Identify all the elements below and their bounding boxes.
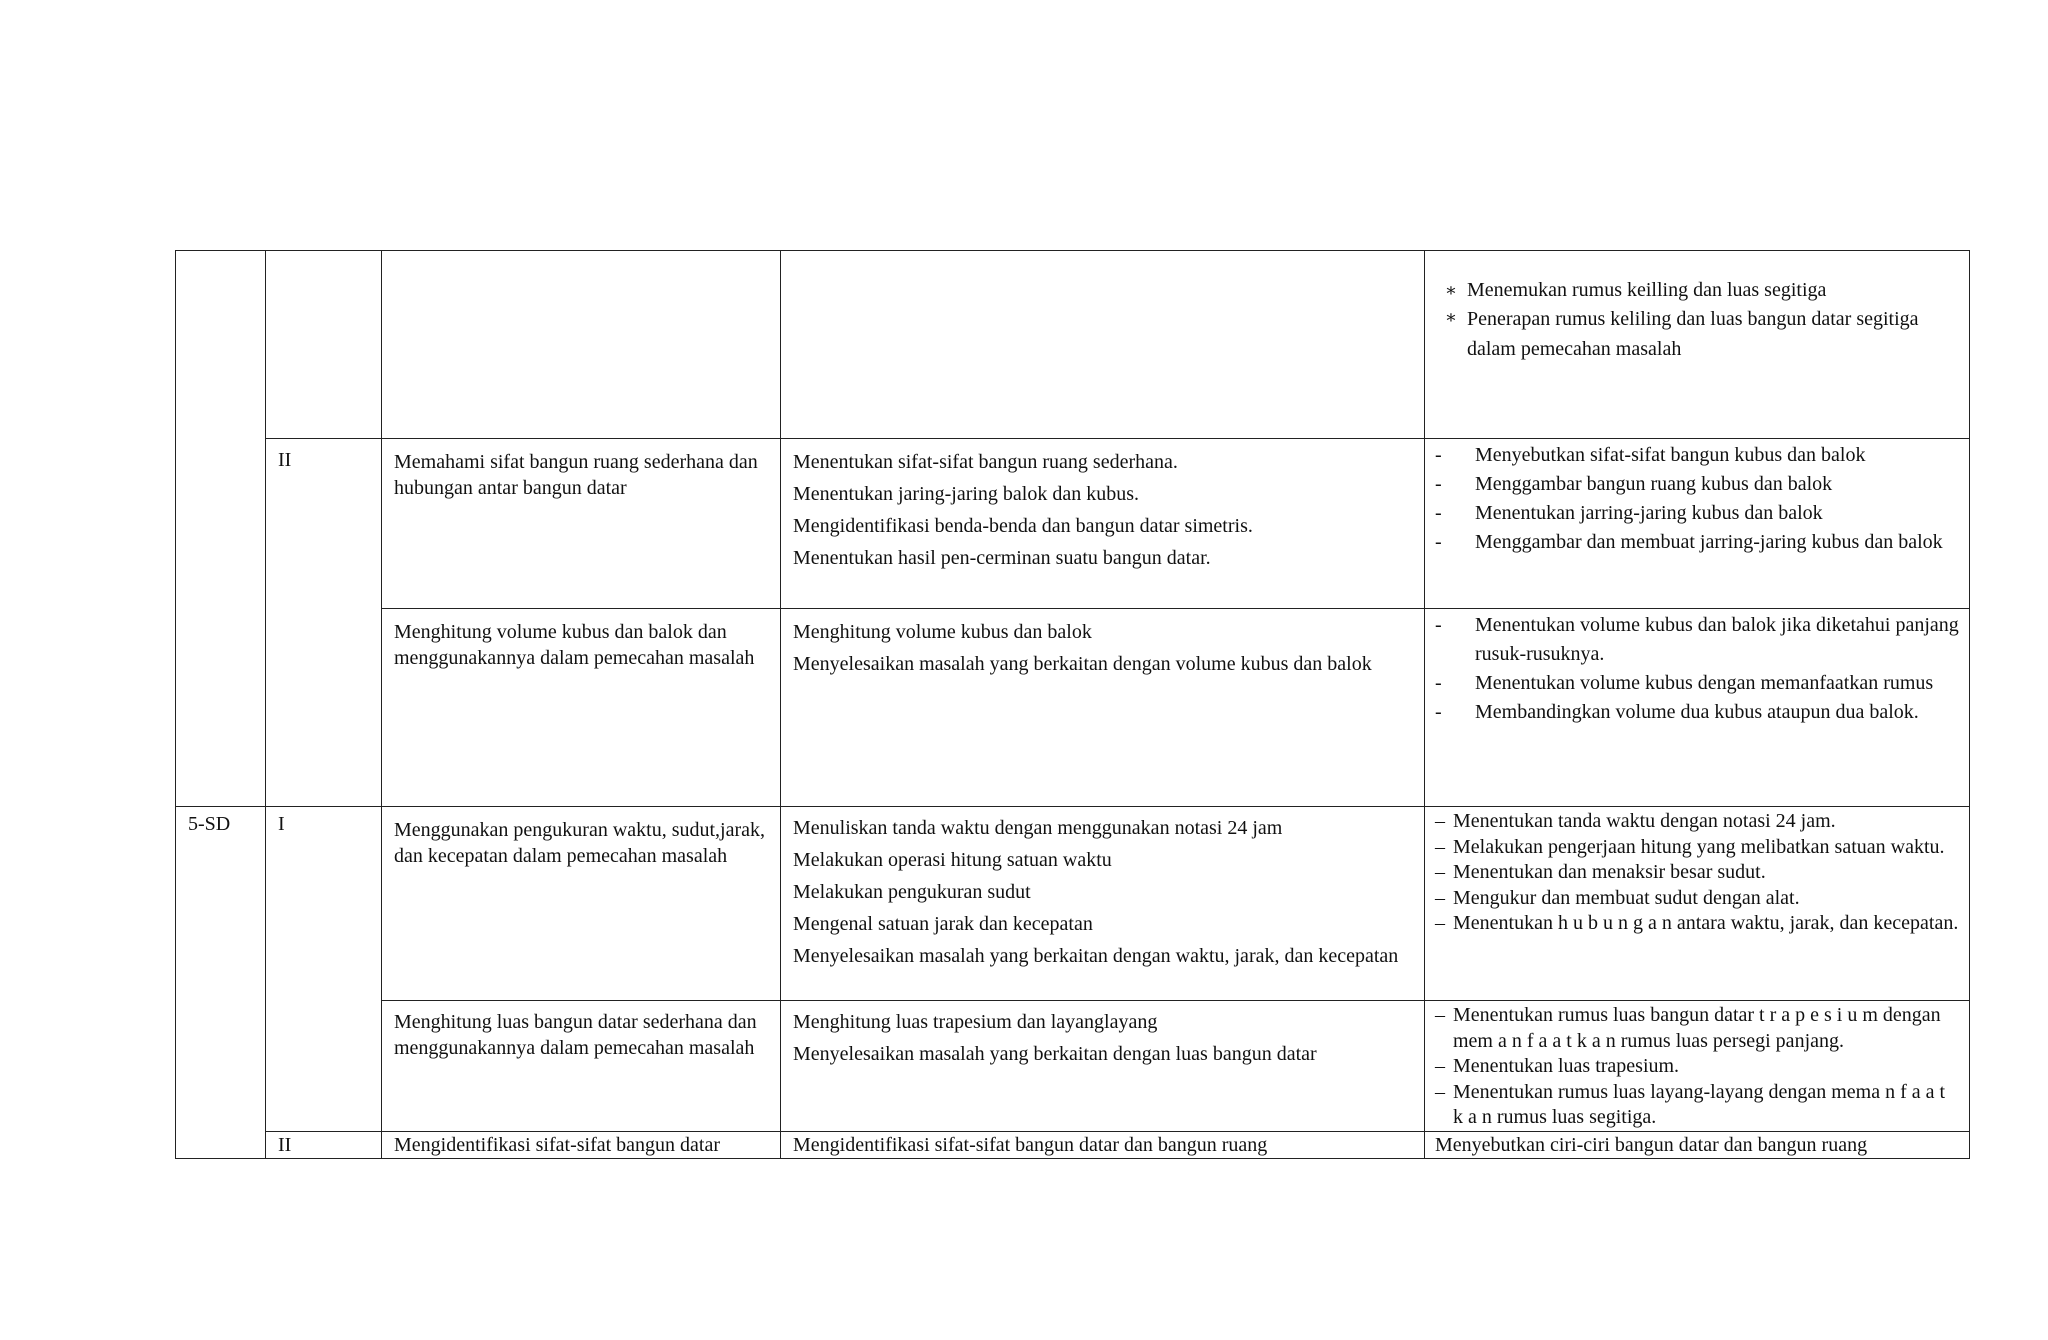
list-item: Menghitung volume kubus dan balok xyxy=(793,621,1092,643)
dash-bullet-icon: - xyxy=(1435,672,1442,694)
dash-bullet-icon: – xyxy=(1435,810,1445,832)
list-item: ∗ Penerapan rumus keliling dan luas bangun datar segitiga dalam pemecahan masalah xyxy=(1435,304,1959,364)
indikator-cell xyxy=(1425,1131,1970,1158)
dash-bullet-icon: - xyxy=(1435,531,1442,553)
list-item: – Menentukan rumus luas layang-layang dengan mema n f a a t k a n rumus luas segitiga. xyxy=(1435,1080,1959,1131)
semester-cell: II xyxy=(266,1131,382,1158)
asterisk-bullet-icon: ∗ xyxy=(1444,307,1458,327)
table-row xyxy=(176,1131,1970,1158)
dash-bullet-icon: - xyxy=(1435,614,1442,636)
dash-bullet-icon: - xyxy=(1435,444,1442,466)
standar-cell: Menggunakan pengukuran waktu, sudut,jarak, dan kecepatan dalam pemecahan masalah xyxy=(382,807,781,1001)
dash-bullet-icon: - xyxy=(1435,502,1442,524)
kelas-cell xyxy=(176,251,266,807)
list-item: Mengidentifikasi sifat-sifat bangun datar dan bangun ruang xyxy=(793,1133,1268,1156)
list-item: Menyelesaikan masalah yang berkaitan dengan waktu, jarak, dan kecepatan xyxy=(793,945,1399,967)
kompetensi-cell xyxy=(781,807,1425,1001)
table-row xyxy=(176,439,1970,609)
indikator-cell xyxy=(1425,609,1970,807)
list-item: Menghitung luas trapesium dan layanglayang xyxy=(793,1011,1158,1033)
list-item: Menyebutkan ciri-ciri bangun datar dan bangun ruang xyxy=(1435,1133,1868,1156)
indikator-cell xyxy=(1425,807,1970,1001)
indikator-cell xyxy=(1425,439,1970,609)
dash-bullet-icon: – xyxy=(1435,912,1445,934)
list-item: - Menentukan volume kubus dengan memanfaatkan rumus xyxy=(1435,669,1959,698)
list-item: - Menentukan jarring-jaring kubus dan balok xyxy=(1435,499,1959,528)
list-item: ∗ Menemukan rumus keilling dan luas segitiga xyxy=(1435,277,1959,304)
list-item: - Menyebutkan sifat-sifat bangun kubus dan balok xyxy=(1435,441,1959,470)
indikator-cell xyxy=(1425,251,1970,439)
kelas-cell: 5-SD xyxy=(176,807,266,1159)
standar-cell xyxy=(382,251,781,439)
dash-bullet-icon: – xyxy=(1435,835,1445,858)
list-item: – Mengukur dan membuat sudut dengan alat. xyxy=(1435,886,1959,912)
list-item: Menentukan hasil pen-cerminan suatu bangun datar. xyxy=(793,547,1211,569)
list-item: Mengidentifikasi benda-benda dan bangun datar simetris. xyxy=(793,515,1253,537)
dash-bullet-icon: – xyxy=(1435,1004,1445,1026)
kompetensi-cell xyxy=(781,251,1425,439)
list-item: - Menggambar dan membuat jarring-jaring kubus dan balok xyxy=(1435,528,1959,557)
list-item: - Menentukan volume kubus dan balok jika diketahui panjang rusuk-rusuknya. xyxy=(1435,611,1959,669)
kompetensi-cell xyxy=(781,609,1425,807)
list-item: – Menentukan tanda waktu dengan notasi 24 jam. xyxy=(1435,809,1959,835)
table-row xyxy=(176,807,1970,1001)
list-item: - Menggambar bangun ruang kubus dan balok xyxy=(1435,470,1959,499)
dash-bullet-icon: – xyxy=(1435,861,1445,883)
semester-cell xyxy=(266,251,382,439)
dash-bullet-icon: – xyxy=(1435,1055,1445,1077)
dash-bullet-icon: – xyxy=(1435,886,1445,909)
list-item: – Menentukan rumus luas bangun datar t r a p e s i u m dengan mem a n f a a t k a n rumus luas persegi panjang. xyxy=(1435,1003,1959,1054)
list-item: – Menentukan luas trapesium. xyxy=(1435,1054,1959,1080)
list-item: Menuliskan tanda waktu dengan menggunakan notasi 24 jam xyxy=(793,817,1283,839)
indikator-cell xyxy=(1425,1001,1970,1132)
table-row xyxy=(176,609,1970,807)
list-item: Menyelesaikan masalah yang berkaitan dengan luas bangun datar xyxy=(793,1043,1317,1065)
semester-cell: II xyxy=(266,439,382,807)
list-item: Menentukan sifat-sifat bangun ruang sederhana. xyxy=(793,451,1178,473)
semester-cell: I xyxy=(266,807,382,1132)
standar-cell: Mengidentifikasi sifat-sifat bangun datar xyxy=(382,1131,781,1158)
list-item: – Menentukan dan menaksir besar sudut. xyxy=(1435,860,1959,886)
standar-cell: Menghitung volume kubus dan balok dan menggunakannya dalam pemecahan masalah xyxy=(382,609,781,807)
list-item: Melakukan pengukuran sudut xyxy=(793,881,1031,903)
standar-cell: Memahami sifat bangun ruang sederhana dan hubungan antar bangun datar xyxy=(382,439,781,609)
kompetensi-cell xyxy=(781,1001,1425,1132)
asterisk-bullet-icon: ∗ xyxy=(1444,280,1458,300)
list-item: – Menentukan h u b u n g a n antara waktu, jarak, dan kecepatan. xyxy=(1435,911,1959,937)
list-item: – Melakukan pengerjaan hitung yang melibatkan satuan waktu. xyxy=(1435,835,1959,861)
curriculum-table xyxy=(175,250,1970,1159)
list-item: Melakukan operasi hitung satuan waktu xyxy=(793,849,1112,871)
list-item: Menentukan jaring-jaring balok dan kubus. xyxy=(793,483,1140,505)
standar-cell: Menghitung luas bangun datar sederhana dan menggunakannya dalam pemecahan masalah xyxy=(382,1001,781,1132)
kompetensi-cell xyxy=(781,439,1425,609)
list-item: Menyelesaikan masalah yang berkaitan dengan volume kubus dan balok xyxy=(793,653,1372,675)
kompetensi-cell xyxy=(781,1131,1425,1158)
dash-bullet-icon: - xyxy=(1435,473,1442,495)
table-row xyxy=(176,1001,1970,1132)
list-item: Mengenal satuan jarak dan kecepatan xyxy=(793,913,1093,935)
dash-bullet-icon: - xyxy=(1435,701,1442,723)
dash-bullet-icon: – xyxy=(1435,1080,1445,1103)
table-row xyxy=(176,251,1970,439)
list-item: - Membandingkan volume dua kubus ataupun dua balok. xyxy=(1435,698,1959,727)
